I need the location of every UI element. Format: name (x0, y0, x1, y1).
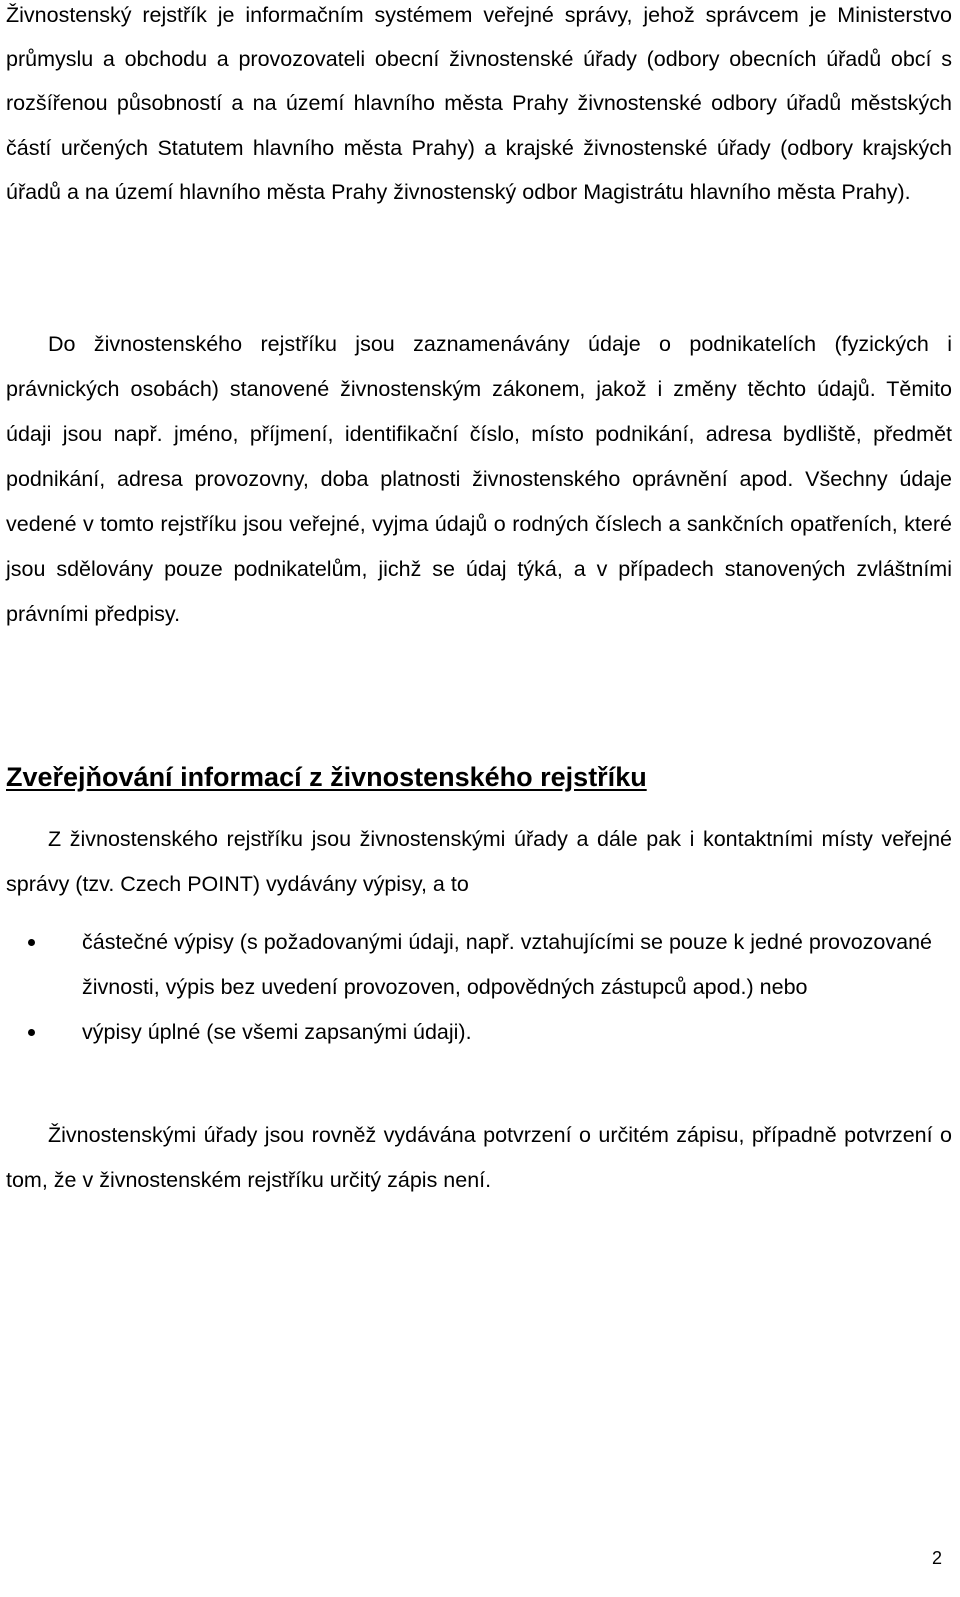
closing-paragraph: Živnostenskými úřady jsou rovněž vydávána potvrzení o určitém zápisu, případně potvrzení o tom, že v živnostenském rejstříku určitý zápis není. (6, 1123, 952, 1192)
list-item-text: výpisy úplné (se všemi zapsanými údaji). (82, 1020, 472, 1044)
bullet-icon (28, 1029, 35, 1036)
section-heading: Zveřejňování informací z živnostenského rejstříku (6, 762, 647, 792)
list-item (6, 920, 952, 1010)
extract-types-list (6, 920, 952, 1055)
intro-paragraph: Živnostenský rejstřík je informačním systémem veřejné správy, jehož správcem je Ministerstvo průmyslu a obchodu a provozovateli obecní živnostenské úřady (odbory obecních úřadů obcí s rozšířenou působností a na území hlavního města Prahy živnostenské odbory úřadů městských částí určených Statutem hlavního města Prahy) a krajské živnostenské úřady (odbory krajských úřadů a na území hlavního města Prahy živnostenský odbor Magistrátu hlavního města Prahy). (6, 3, 952, 204)
page-number: 2 (931, 1548, 942, 1568)
bullet-icon (28, 939, 35, 946)
list-item (6, 1010, 952, 1055)
list-item-text: částečné výpisy (s požadovanými údaji, např. vztahujícími se pouze k jedné provozované živnosti, výpis bez uvedení provozoven, odpovědných zástupců apod.) nebo (82, 930, 932, 999)
section-lead-paragraph: Z živnostenského rejstříku jsou živnostenskými úřady a dále pak i kontaktními místy veřejné správy (tzv. Czech POINT) vydávány výpisy, a to (6, 827, 952, 896)
records-paragraph: Do živnostenského rejstříku jsou zaznamenávány údaje o podnikatelích (fyzických i právnických osobách) stanovené živnostenským zákonem, jakož i změny těchto údajů. Těmito údaji jsou např. jméno, příjmení, identifikační číslo, místo podnikání, adresa bydliště, předmět podnikání, adresa provozovny, doba platnosti živnostenského oprávnění apod. Všechny údaje vedené v tomto rejstříku jsou veřejné, vyjma údajů o rodných číslech a sankčních opatřeních, které jsou sdělovány pouze podnikatelům, jichž se údaj týká, a v případech stanovených zvláštními právními předpisy. (6, 332, 952, 626)
